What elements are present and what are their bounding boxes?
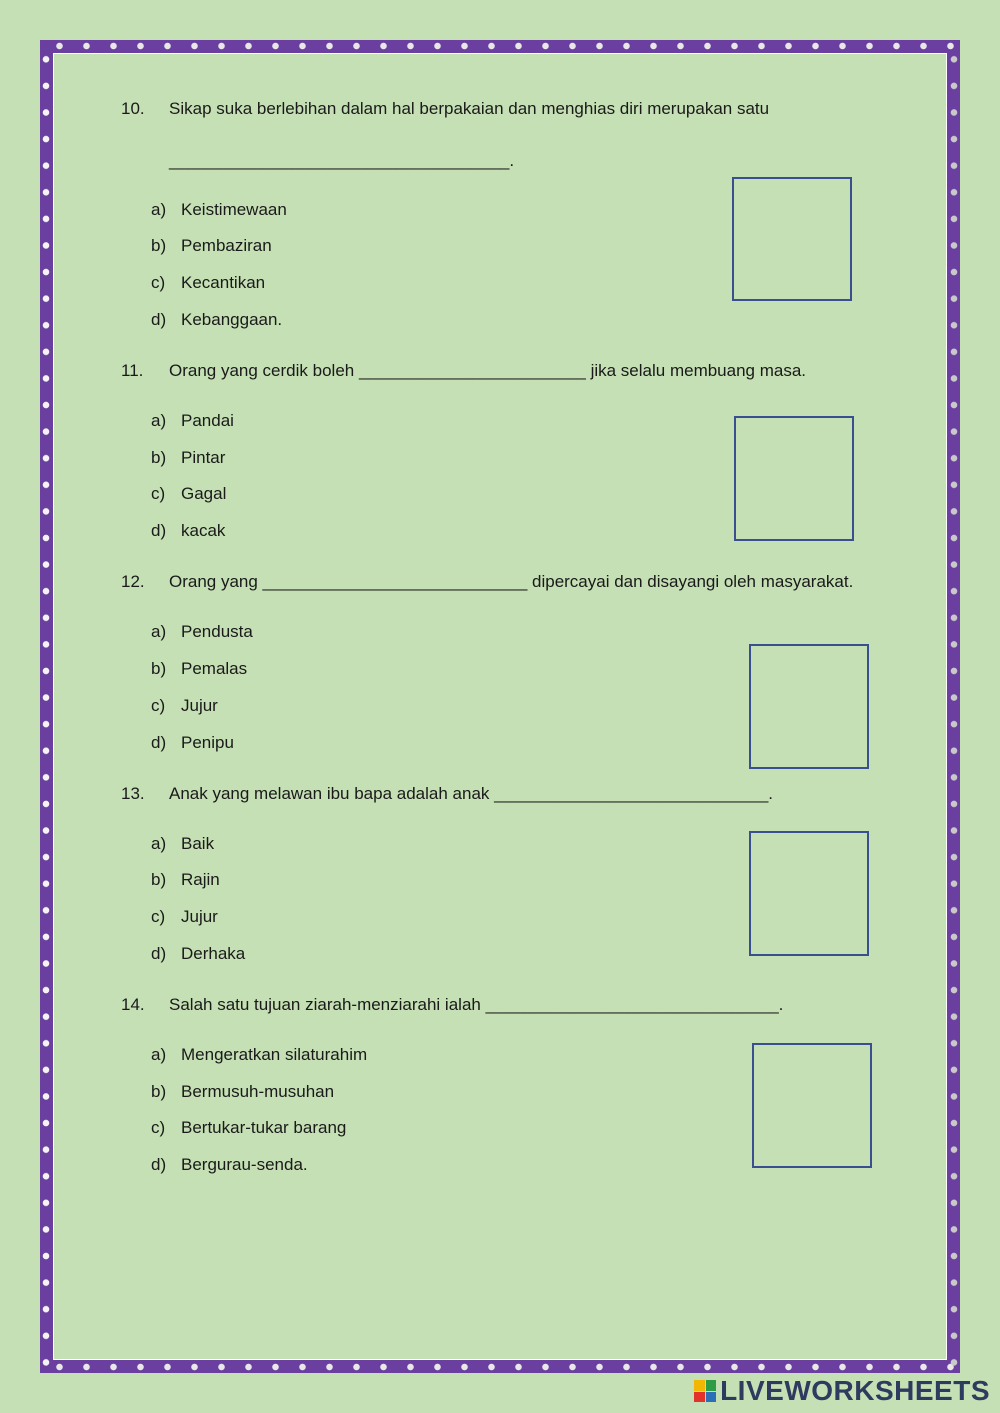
option-text: Pembaziran <box>181 236 272 255</box>
border-dots-top <box>46 41 954 51</box>
option-11d <box>151 521 225 541</box>
question-13 <box>121 784 773 804</box>
option-text: Bergurau-senda. <box>181 1155 308 1174</box>
option-text: Keistimewaan <box>181 200 287 219</box>
answer-box-10[interactable] <box>732 177 852 301</box>
option-12a <box>151 622 253 642</box>
option-12c <box>151 696 218 716</box>
option-text: Pintar <box>181 448 226 467</box>
option-letter: c) <box>151 484 166 503</box>
option-letter: b) <box>151 448 167 467</box>
option-10d <box>151 310 282 330</box>
option-12d <box>151 733 234 753</box>
option-letter: a) <box>151 1045 167 1064</box>
answer-box-14[interactable] <box>752 1043 872 1168</box>
option-text: Bermusuh-musuhan <box>181 1082 335 1101</box>
question-text: Sikap suka berlebihan dalam hal berpakaian dan menghias diri merupakan satu <box>169 99 770 118</box>
option-text: Jujur <box>181 907 218 926</box>
option-11b <box>151 448 225 468</box>
question-10-blank: ____________________________________. <box>169 151 515 170</box>
option-13d <box>151 944 245 964</box>
question-text: Salah satu tujuan ziarah-menziarahi ialah _______________________________. <box>169 995 784 1014</box>
option-letter: b) <box>151 659 167 678</box>
option-text: Baik <box>181 834 215 853</box>
option-text: Kebanggaan. <box>181 310 283 329</box>
option-14c <box>151 1118 346 1138</box>
option-text: Penipu <box>181 733 234 752</box>
option-letter: b) <box>151 870 167 889</box>
option-text: Jujur <box>181 696 218 715</box>
option-letter: d) <box>151 521 167 540</box>
border-dots-bottom <box>46 1362 954 1372</box>
option-10c <box>151 273 265 293</box>
option-letter: c) <box>151 907 166 926</box>
border-dots-right <box>949 46 959 1367</box>
option-14d <box>151 1155 308 1175</box>
question-number: 10. <box>121 99 145 118</box>
option-14a <box>151 1045 367 1065</box>
question-text: Anak yang melawan ibu bapa adalah anak _____________________________. <box>169 784 774 803</box>
option-11a <box>151 411 234 431</box>
question-14 <box>121 995 783 1015</box>
option-13c <box>151 907 218 927</box>
border-dots-left <box>41 46 51 1367</box>
option-letter: a) <box>151 200 167 219</box>
option-letter: d) <box>151 310 167 329</box>
question-text: Orang yang ____________________________ dipercayai dan disayangi oleh masyarakat. <box>169 572 854 591</box>
option-text: Gagal <box>181 484 227 503</box>
option-text: kacak <box>181 521 226 540</box>
option-text: Derhaka <box>181 944 246 963</box>
liveworksheets-logo-icon <box>694 1380 716 1402</box>
question-number: 12. <box>121 572 145 591</box>
option-letter: d) <box>151 1155 167 1174</box>
option-10b <box>151 236 272 256</box>
option-letter: c) <box>151 273 166 292</box>
option-letter: c) <box>151 1118 166 1137</box>
question-text: Orang yang cerdik boleh ________________________ jika selalu membuang masa. <box>169 361 807 380</box>
option-12b <box>151 659 247 679</box>
option-text: Rajin <box>181 870 220 889</box>
option-text: Pandai <box>181 411 234 430</box>
option-letter: a) <box>151 834 167 853</box>
question-12 <box>121 572 853 592</box>
answer-box-13[interactable] <box>749 831 869 956</box>
option-13b <box>151 870 220 890</box>
option-11c <box>151 484 226 504</box>
option-letter: b) <box>151 236 167 255</box>
option-text: Mengeratkan silaturahim <box>181 1045 368 1064</box>
option-letter: d) <box>151 944 167 963</box>
question-10 <box>121 99 769 119</box>
option-text: Kecantikan <box>181 273 266 292</box>
option-letter: a) <box>151 411 167 430</box>
liveworksheets-logo[interactable] <box>694 1375 990 1407</box>
option-letter: b) <box>151 1082 167 1101</box>
logo-text: LIVEWORKSHEETS <box>720 1375 990 1406</box>
option-text: Bertukar-tukar barang <box>181 1118 347 1137</box>
answer-box-11[interactable] <box>734 416 854 541</box>
question-number: 11. <box>121 361 144 380</box>
option-text: Pemalas <box>181 659 248 678</box>
option-letter: d) <box>151 733 167 752</box>
option-letter: c) <box>151 696 166 715</box>
question-11 <box>121 361 806 381</box>
option-text: Pendusta <box>181 622 253 641</box>
option-letter: a) <box>151 622 167 641</box>
question-number: 13. <box>121 784 145 803</box>
option-14b <box>151 1082 334 1102</box>
option-13a <box>151 834 214 854</box>
question-number: 14. <box>121 995 145 1014</box>
answer-box-12[interactable] <box>749 644 869 769</box>
option-10a <box>151 200 287 220</box>
